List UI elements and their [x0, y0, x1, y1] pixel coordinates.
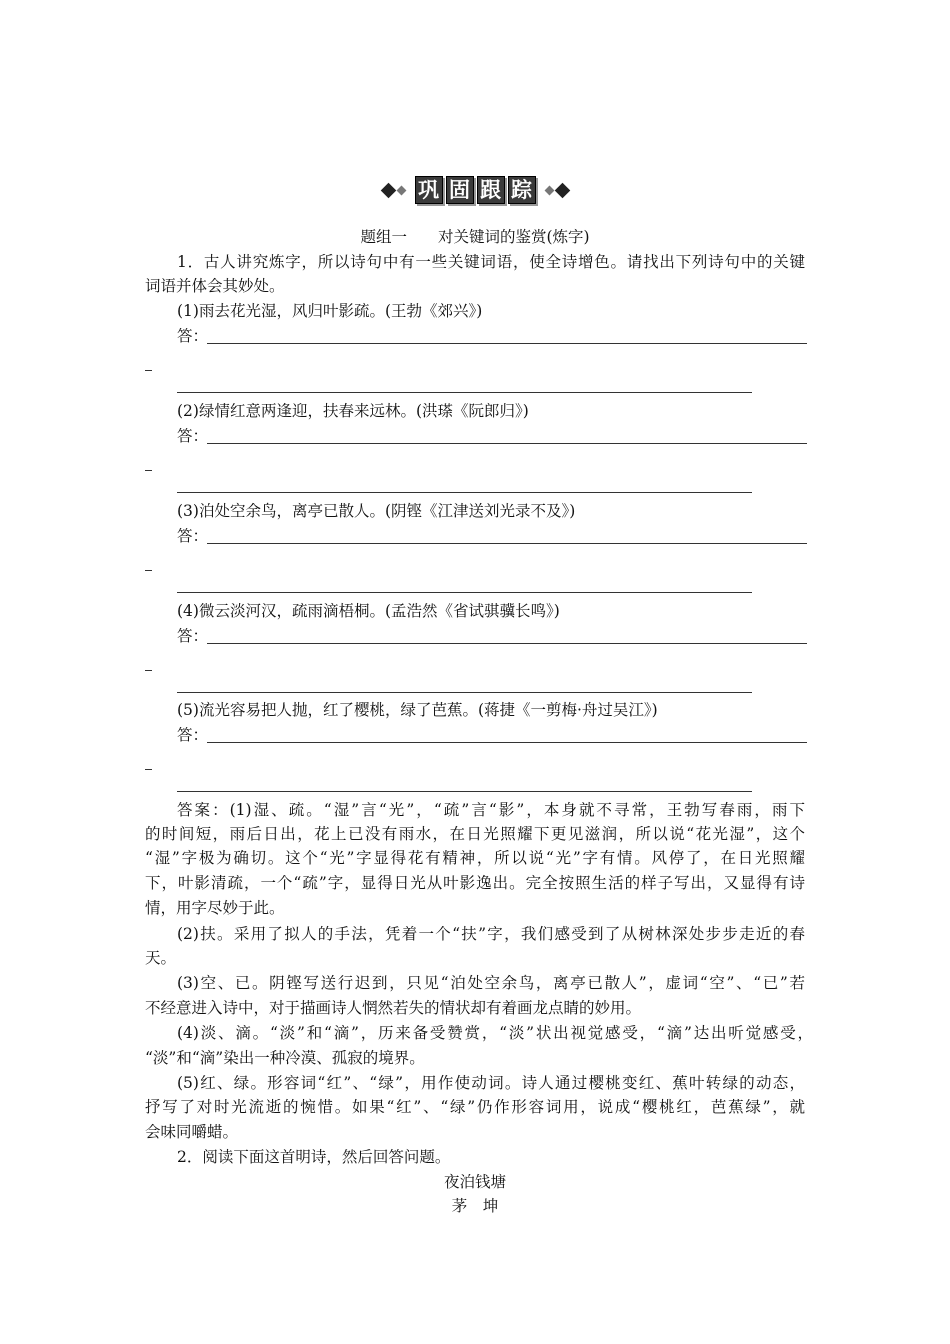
question-1-item: (3)泊处空余鸟，离亭已散人。(阴铿《江津送刘光录不及》)	[177, 502, 576, 520]
answer-text-line: “淡”和“滴”染出一种冷漠、孤寂的境界。	[145, 1049, 425, 1067]
banner-char: 跟	[477, 176, 505, 204]
diamond-icon	[380, 182, 396, 198]
answer-text-line: 不经意进入诗中，对于描画诗人惘然若失的情状却有着画龙点睛的妙用。	[145, 999, 642, 1017]
answer-blank[interactable]	[177, 392, 752, 393]
answer-label: 答：	[177, 726, 209, 744]
answer-text-line: (2)扶。采用了拟人的手法，凭着一个“扶”字，我们感受到了从树林深处步步走近的春	[177, 925, 805, 943]
question-1-intro: 1．古人讲究炼字，所以诗句中有一些关键词语，使全诗增色。请找出下列诗句中的关键	[177, 253, 805, 271]
answer-text-line: 抒写了对时光流逝的惋惜。如果“红”、“绿”仍作形容词用，说成“樱桃红，芭蕉绿”，就	[145, 1098, 805, 1116]
dash-mark	[145, 670, 152, 671]
answer-label: 答：	[177, 627, 209, 645]
diamond-icon	[554, 182, 570, 198]
banner-char: 踪	[508, 176, 536, 204]
answer-label: 答：	[177, 327, 209, 345]
answer-blank[interactable]	[177, 492, 752, 493]
answer-blank[interactable]	[177, 592, 752, 593]
question-1-item: (2)绿情红意两逢迎，扶春来远林。(洪瑹《阮郎归》)	[177, 402, 529, 420]
answer-row	[177, 725, 807, 745]
question-1-intro-cont: 词语并体会其妙处。	[145, 277, 285, 295]
answer-row	[177, 426, 807, 446]
banner-char: 巩	[415, 176, 443, 204]
dash-mark	[145, 470, 152, 471]
diamond-icon	[396, 185, 406, 195]
dash-mark	[145, 570, 152, 571]
answer-label: 答：	[177, 427, 209, 445]
answer-row	[177, 526, 807, 546]
dash-mark	[145, 370, 152, 371]
answer-blank[interactable]	[207, 643, 807, 644]
answer-blank[interactable]	[207, 343, 807, 344]
question-2-intro: 2．阅读下面这首明诗，然后回答问题。	[177, 1148, 451, 1166]
answer-text-line: (5)红、绿。形容词“红”、“绿”，用作使动词。诗人通过樱桃变红、蕉叶转绿的动态，	[177, 1074, 805, 1092]
answer-text-line: “湿”字极为确切。这个“光”字显得花有精神，所以说“光”字有情。风停了，在日光照耀	[145, 849, 805, 867]
answer-blank[interactable]	[177, 791, 752, 792]
section-title: 题组一 对关键词的鉴赏(炼字)	[360, 228, 590, 246]
banner-char: 固	[446, 176, 474, 204]
answer-label: 答：	[177, 527, 209, 545]
question-1-item: (5)流光容易把人抛，红了樱桃，绿了芭蕉。(蒋捷《一剪梅·舟过吴江》)	[177, 701, 658, 719]
dash-mark	[145, 769, 152, 770]
answer-text-line: (3)空、已。阴铿写送行迟到，只见“泊处空余鸟，离亭已散人”，虚词“空”、“已”若	[177, 974, 805, 992]
answer-text-line: 情，用字尽妙于此。	[145, 899, 285, 917]
answer-row	[177, 326, 807, 346]
answer-blank[interactable]	[207, 443, 807, 444]
answer-text-line: 天。	[145, 949, 177, 967]
diamond-icon	[544, 185, 554, 195]
poem-author: 茅 坤	[451, 1197, 499, 1215]
answer-text-line: 答案：(1)湿、疏。“湿”言“光”，“疏”言“影”，本身就不寻常，王勃写春雨，雨下	[177, 801, 805, 819]
answer-blank[interactable]	[207, 543, 807, 544]
answer-text-line: 下，叶影清疏，一个“疏”字，显得日光从叶影逸出。完全按照生活的样子写出，又显得有诗	[145, 874, 805, 892]
answer-text-line: (4)淡、滴。“淡”和“滴”，历来备受赞赏，“淡”状出视觉感受，“滴”达出听觉感受，	[177, 1024, 813, 1042]
poem-title: 夜泊钱塘	[443, 1173, 506, 1191]
section-banner	[0, 174, 950, 206]
answer-blank[interactable]	[207, 742, 807, 743]
answer-text-line: 会味同嚼蜡。	[145, 1123, 239, 1141]
question-1-item: (1)雨去花光湿，风归叶影疏。(王勃《郊兴》)	[177, 302, 483, 320]
answer-text-line: 的时间短，雨后日出，花上已没有雨水，在日光照耀下更见滋润，所以说“花光湿”，这个	[145, 825, 805, 843]
answer-row	[177, 626, 807, 646]
answer-blank[interactable]	[177, 692, 752, 693]
banner-title	[415, 176, 536, 204]
question-1-item: (4)微云淡河汉，疏雨滴梧桐。(孟浩然《省试骐骥长鸣》)	[177, 602, 560, 620]
